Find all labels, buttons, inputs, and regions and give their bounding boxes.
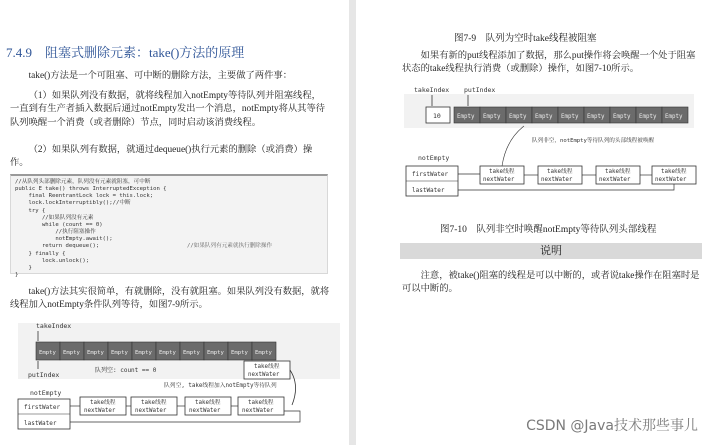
array-cell-label: Empty	[535, 114, 553, 120]
array-cell-label: Empty	[561, 114, 579, 120]
code-side-comment: //如果队列有元素就执行删除操作	[187, 243, 273, 250]
section-title: 7.4.9 阻塞式删除元素：take()方法的原理	[6, 45, 245, 60]
wake-annotation: 队列非空，notEmpty等待队列的头部线程被唤醒	[532, 138, 655, 144]
code-line: notEmpty.await();	[15, 236, 113, 243]
array-cell-label: Empty	[159, 350, 176, 356]
code-block	[10, 174, 328, 279]
intro-paragraph: take()方法是一个可阻塞、可中断的删除方法，主要做了两件事：	[28, 71, 292, 81]
wake-arrow	[502, 126, 524, 166]
take-node-title: take线程	[195, 400, 221, 406]
last-waiter-label: lastWater	[24, 420, 57, 427]
array-cell-label: Empty	[63, 350, 80, 356]
first-waiter-label: firstWater	[24, 404, 61, 411]
wait-queue-nodes	[70, 397, 300, 422]
array-cell-label: Empty	[509, 114, 527, 120]
arrow-label: 队列空, take线程加入notEmpty等待队列	[164, 383, 277, 389]
first-waiter-label: firstWater	[412, 171, 449, 178]
fig9-caption: 图7-9 队列为空时take线程被阻塞	[454, 34, 597, 44]
take-node-next: nextWater	[189, 408, 221, 414]
code-line: while (count == 0)	[15, 221, 103, 228]
take-node-title: take线程	[489, 169, 515, 175]
not-empty-label: notEmpty	[30, 389, 62, 397]
figure-7-10	[356, 80, 720, 210]
put-index-label: putIndex	[28, 371, 60, 379]
take-node-title: take线程	[661, 169, 687, 175]
array-cell-label: Empty	[255, 350, 272, 356]
take-node-title: take线程	[141, 400, 167, 406]
code-line: final ReentrantLock lock = this.lock;	[15, 193, 154, 200]
take-node-title: take线程	[248, 400, 274, 406]
queue-array	[36, 342, 276, 360]
code-line-text: return dequeue();	[15, 243, 100, 250]
take-node-next: nextWater	[599, 177, 631, 183]
fig10-caption: 图7-10 队列非空时唤醒notEmpty等待队列头部线程	[440, 225, 657, 235]
take-node-title: take线程	[547, 169, 573, 175]
point1-paragraph: （1）如果队列没有数据，就将线程加入notEmpty等待队列并阻塞线程，一直到有生产者插入数据后通过notEmpty发出一个消息，notEmpty将从其等待队列唤醒一个消费（或者删除）节点，同时启动该消费线程。	[10, 91, 326, 128]
array-cell-label: Empty	[483, 114, 501, 120]
new-take-node-title: take线程	[254, 364, 280, 370]
right-page	[356, 0, 720, 445]
code-line: //从队列头部删除元素，队列没有元素就阻塞，可中断	[15, 179, 151, 185]
array-cell-label: Empty	[587, 114, 605, 120]
code-line: public E take() throws InterruptedException {	[15, 186, 167, 193]
array-cell-label: Empty	[39, 350, 56, 356]
left-page	[0, 0, 349, 445]
array-cell-label: Empty	[613, 114, 631, 120]
take-index-label: takeIndex	[414, 86, 450, 94]
put-index-label: putIndex	[464, 86, 496, 94]
note-paragraph: 注意，被take()阻塞的线程是可以中断的，或者说take操作在阻塞时是可以中断的。	[402, 271, 700, 295]
take-node-next: nextWater	[655, 177, 687, 183]
after-code-paragraph: take()方法其实很简单，有就删除，没有就阻塞。如果队列没有数据，就将线程加入notEmpty条件队列等待，如图7-9所示。	[10, 287, 330, 311]
code-line: //如果队列没有元素	[15, 214, 94, 221]
array-cell-label: Empty	[183, 350, 200, 356]
queue-array	[454, 107, 688, 123]
point2-paragraph: （2）如果队列有数据，就通过dequeue()执行元素的删除（或消费）操作。	[10, 145, 313, 169]
code-line: //执行阻塞操作	[15, 229, 96, 236]
not-empty-label: notEmpty	[418, 154, 450, 162]
take-node-next: nextWater	[242, 408, 274, 414]
take-node-next: nextWater	[135, 408, 167, 414]
code-line: } finally {	[15, 250, 66, 257]
array-cell-label: Empty	[665, 114, 683, 120]
note-title: 说明	[400, 243, 702, 259]
code-line: lock.unlock();	[15, 257, 90, 264]
figure-7-9	[0, 315, 349, 445]
last-waiter-arrow	[458, 184, 674, 190]
wait-queue-nodes	[458, 126, 696, 190]
take-node-title: take线程	[605, 169, 631, 175]
take-node-next: nextWater	[541, 177, 573, 183]
array-cell-label: Empty	[231, 350, 248, 356]
array-cell-label: Empty	[639, 114, 657, 120]
take-index-label: takeIndex	[36, 322, 72, 330]
new-take-node-next: nextWater	[248, 372, 280, 378]
take-node-next: nextWater	[483, 177, 515, 183]
take-node-next: nextWater	[84, 408, 116, 414]
array-cell-label: Empty	[135, 350, 152, 356]
array-cell-label: Empty	[457, 114, 475, 120]
right-paragraph-1: 如果有新的put线程添加了数据，那么put操作将会唤醒一个处于阻塞状态的take线程执行消费（或删除）操作，如图7-10所示。	[402, 51, 696, 75]
array-cell-label: Empty	[87, 350, 104, 356]
code-line: }	[15, 272, 19, 279]
take-node-title: take线程	[90, 400, 116, 406]
watermark: CSDN @Java技术那些事儿	[526, 418, 698, 434]
code-line: try {	[15, 207, 46, 214]
last-waiter-label: lastWater	[412, 187, 445, 194]
code-line	[15, 243, 323, 250]
code-line: }	[15, 264, 32, 271]
array-cell-label: Empty	[111, 350, 128, 356]
array-cell-label: Empty	[207, 350, 224, 356]
count-label: 队列空: count == 0	[95, 367, 157, 374]
filled-cell-value: 10	[433, 112, 441, 120]
code-line: lock.lockInterruptibly();//中断	[15, 200, 131, 207]
